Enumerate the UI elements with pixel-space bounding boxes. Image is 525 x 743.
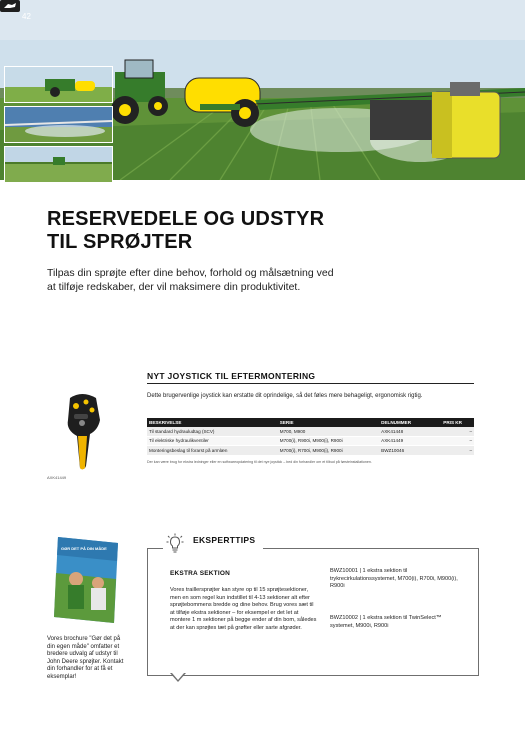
cell-part-number: BWZ10046 xyxy=(379,446,441,456)
extra-section-kit-2: BWZ10002 | 1 ekstra sektion til TwinSelect™ systemet, M900i, R900i xyxy=(330,615,442,629)
extra-section-kit-1: BWZ10001 | 1 ekstra sektion til trykrecirkulationssystemet, M700(i), R700i, M900(i), R900i xyxy=(330,568,458,590)
page-title-line-2: TIL SPRØJTER xyxy=(47,231,193,253)
joystick-product-image xyxy=(60,390,106,472)
thumbnail-photo-3 xyxy=(4,146,113,183)
table-row xyxy=(147,446,474,456)
lead-paragraph: Tilpas din sprøjte efter dine behov, forhold og målsætning ved at tilføje redskaber, der vil maksimere din produktivitet. xyxy=(47,267,334,293)
page-number: 42 xyxy=(22,12,31,21)
lightbulb-icon xyxy=(166,533,184,553)
cell-series: M700, M900 xyxy=(278,427,379,436)
brochure-text: Vores brochure "Gør det på din egen måde" omfatter et bredere udvalg af udstyr til John Deere sprøjter. Kontakt din forhandler for at få et eksemplar! xyxy=(47,636,124,680)
column-header-price: PRIS KR xyxy=(441,418,474,427)
john-deere-logo-icon xyxy=(0,0,20,12)
cell-description: Til standard hydrauludtag (SCV) xyxy=(147,427,278,436)
thumbnail-photo-2 xyxy=(4,106,113,143)
cell-price: – xyxy=(441,427,474,436)
table-footnote: Der kan være brug for ekstra ledninger eller en softwareopdatering til det nye joystick – bed din forhandler om et tilbud på førsteinstallationen. xyxy=(147,460,372,464)
tip-box-pointer-inner xyxy=(172,673,184,680)
joystick-section-title: NYT JOYSTICK TIL EFTERMONTERING xyxy=(147,371,316,381)
cell-price: – xyxy=(441,436,474,446)
joystick-intro: Dette brugervenlige joystick kan erstatte dit oprindelige, så det føles mere behageligt, ergonomisk rigtig. xyxy=(147,393,423,399)
column-header-series: SERIE xyxy=(278,418,379,427)
cell-part-number: AXK41448 xyxy=(379,427,441,436)
table-row xyxy=(147,436,474,446)
section-divider xyxy=(147,383,474,384)
cell-series: M700(i), R900i, M900(i), R900i xyxy=(278,436,379,446)
cell-description: Monteringsbeslag til forarst på armlæn xyxy=(147,446,278,456)
cell-series: M700(i), R700i, M900(i), R900i xyxy=(278,446,379,456)
page-title xyxy=(47,208,447,254)
extra-section-title: EKSTRA SEKTION xyxy=(170,570,230,577)
parts-table xyxy=(147,418,474,456)
parts-table-header-row xyxy=(147,418,474,427)
table-row xyxy=(147,427,474,436)
column-header-description: BESKRIVELSE xyxy=(147,418,278,427)
cell-part-number: AXK41449 xyxy=(379,436,441,446)
cell-price: – xyxy=(441,446,474,456)
page-title-line-1: RESERVEDELE OG UDSTYR xyxy=(47,208,325,230)
column-header-part-number: DELNUMMER xyxy=(379,418,441,427)
cell-description: Til elektriske hydraulikventiler xyxy=(147,436,278,446)
expert-tip-label: EKSPERTTIPS xyxy=(193,535,256,545)
brochure-cover-image xyxy=(52,533,122,625)
extra-section-body: Vores traillersprøjter kan styre op til 15 sprøjtesektioner, men en som regel kun indstillet til 4-13 sektioner alt efter sprøjtebommens bredde og dine behov. Brug vores sæt til at tilføje ekstra sektioner – for eksempel er det let at montere 1 m sektioner på begge ender af din bom, således at der kan sprøjtes tæt på grøfter eller sarte afgrøder. xyxy=(170,587,317,631)
joystick-image-caption: AXK41449 xyxy=(47,475,67,480)
brochure-cover-title: GØR DET PÅ DIN MÅDE xyxy=(61,546,107,551)
thumbnail-photo-1 xyxy=(4,66,113,103)
